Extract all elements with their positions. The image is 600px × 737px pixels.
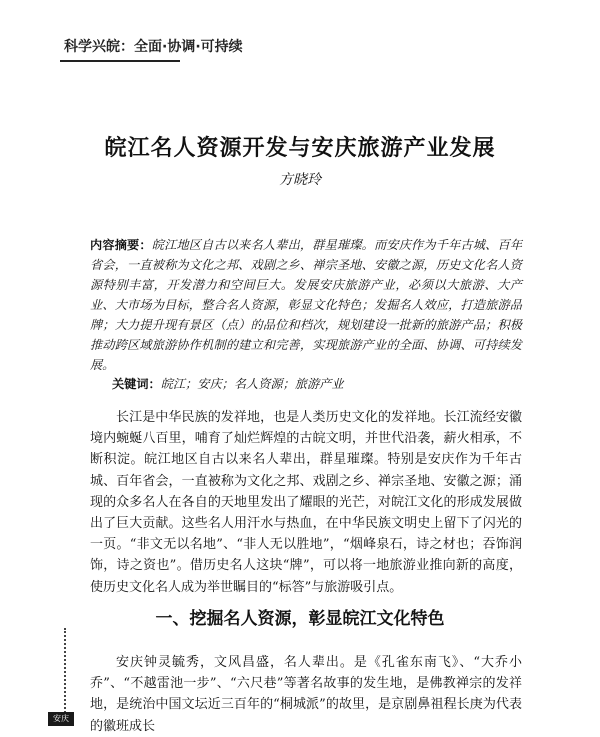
margin-stamp bbox=[48, 712, 74, 726]
abstract-text: 皖江地区自古以来名人辈出，群星璀璨。而安庆作为千年古城、百年省会，一直被称为文化之邦、戏剧之乡、禅宗圣地、安徽之源，历史文化名人资源特别丰富，开发潜力和空间巨大。发展安庆旅游产业，必须以大旅游、大产业、大市场为目标，整合名人资源，彰显文化特色；发掘名人效应，打造旅游品牌；大力提升现有景区（点）的品位和档次，规划建设一批新的旅游产品；积极推动跨区域旅游协作机制的建立和完善，实现旅游产业的全面、协调、可持续发展。 bbox=[90, 238, 523, 372]
margin-stamp-label: 安庆 bbox=[53, 714, 69, 723]
article-author: 方晓玲 bbox=[279, 172, 321, 188]
body-paragraph-2: 安庆钟灵毓秀，文风昌盛，名人辈出。是《孔雀东南飞》、“大乔小乔”、“不越雷池一步”、“六尺巷”等著名故事的发生地，是佛教禅宗的发祥地，是统治中国文坛近三百年的“桐城派”的故里，是京剧鼻祖程长庚为代表的徽班成长 bbox=[90, 655, 522, 734]
section-heading-1: 一、挖掘名人资源，彰显皖江文化特色 bbox=[155, 609, 445, 629]
keywords bbox=[112, 374, 522, 394]
journal-header: 科学兴皖：全面·协调·可持续 bbox=[64, 39, 243, 55]
abstract-label: 内容摘要： bbox=[90, 238, 152, 252]
header-rule bbox=[60, 60, 180, 62]
abstract bbox=[90, 235, 522, 375]
keywords-text: 皖江；安庆；名人资源；旅游产业 bbox=[160, 377, 344, 391]
keywords-label: 关键词： bbox=[112, 377, 161, 391]
binding-margin-dots bbox=[64, 628, 66, 713]
article-title: 皖江名人资源开发与安庆旅游产业发展 bbox=[104, 135, 496, 161]
body-paragraph-1: 长江是中华民族的发祥地，也是人类历史文化的发祥地。长江流经安徽境内蜿蜒八百里，哺育了灿烂辉煌的古皖文明，并世代沿袭，薪火相承，不断积淀。皖江地区自古以来名人辈出，群星璀璨。特别是安庆作为千年古城、百年省会，一直被称为文化之邦、戏剧之乡、禅宗圣地、安徽之源；涌现的众多名人在各自的天地里发出了耀眼的光芒，对皖江文化的形成发展做出了巨大贡献。这些名人用汗水与热血，在中华民族文明史上留下了闪光的一页。“非文无以名地”、“非人无以胜地”，“烟峰泉石，诗之材也；吞饰润饰，诗之资也”。借历史名人这块“牌”，可以将一地旅游业推向新的高度，使历史文化名人成为举世瞩目的“标答”与旅游吸引点。 bbox=[90, 410, 522, 595]
